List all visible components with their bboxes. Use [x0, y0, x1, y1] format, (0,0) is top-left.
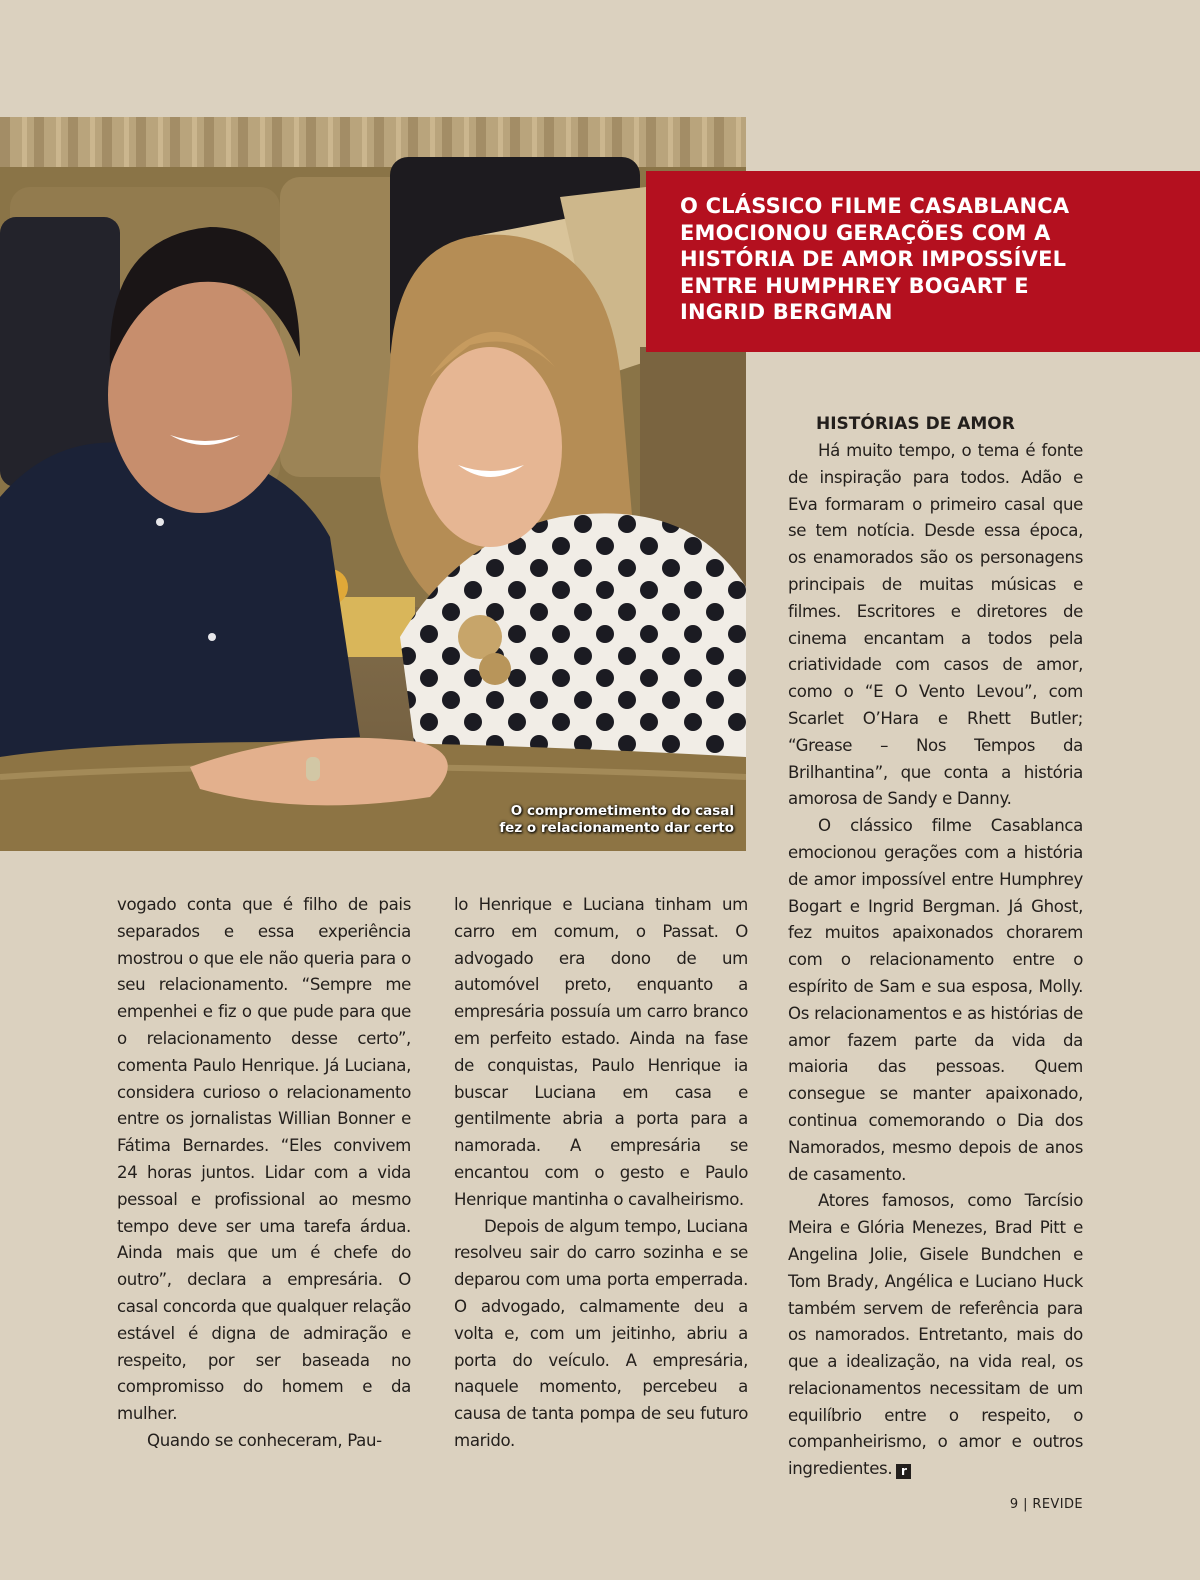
column3-paragraph-3-text: Atores famosos, como Tarcísio Meira e Glória Menezes, Brad Pitt e Angelina Jolie, Gisele Bundchen e Tom Brady, Angélica e Luciano Huck também servem de referência para os namorados. Entretanto, mais do que a idealização, na vida real, os relacionamentos necessitam de um equilíbrio entre o respeito, o companheirismo, o amor e outros ingredientes.: [788, 1191, 1083, 1479]
pull-quote-text: O CLÁSSICO FILME CASABLANCA EMOCIONOU GERAÇÕES COM A HISTÓRIA DE AMOR IMPOSSÍVEL ENTRE HUMPHREY BOGART E INGRID BERGMAN: [680, 194, 1070, 324]
article-column-1: [117, 892, 411, 1455]
column3-paragraph-2: O clássico filme Casablanca emocionou gerações com a história de amor impossível entre Humphrey Bogart e Ingrid Bergman. Já Ghost, fez muitos apaixonados chorarem com o relacionamento entre o espírito de Sam e sua esposa, Molly. Os relacionamentos e as histórias de amor fazem parte da vida da maioria das pessoas. Quem consegue se manter apaixonado, continua comemorando o Dia dos Namorados, mesmo depois de anos de casamento.: [788, 816, 1083, 1184]
couple-photo: [0, 117, 746, 851]
column2-paragraph-1: lo Henrique e Luciana tinham um carro em comum, o Passat. O advogado era dono de um automóvel preto, enquanto a empresária possuía um carro branco em perfeito estado. Ainda na fase de conquistas, Paulo Henrique ia buscar Luciana em casa e gentilmente abria a porta para a namorada. A empresária se encantou com o gesto e Paulo Henrique mantinha o cavalheirismo.: [454, 895, 748, 1209]
magazine-name: REVIDE: [1032, 1497, 1083, 1512]
article-column-3: [788, 412, 1083, 1483]
couple-photo-illustration: [0, 117, 746, 851]
footer-separator: |: [1023, 1497, 1028, 1512]
column3-paragraph-3: [788, 1188, 1083, 1483]
page-number: 9: [1009, 1497, 1019, 1512]
photo-caption: [499, 803, 734, 837]
caption-line-1: O comprometimento do casal: [510, 803, 734, 819]
column1-paragraph-1: vogado conta que é filho de pais separados e essa experiência mostrou o que ele não queria para o seu relacionamento. “Sempre me empenhei e fiz o que pude para que o relacionamento desse certo”, comenta Paulo Henrique. Já Luciana, considera curioso o relacionamento entre os jornalistas Willian Bonner e Fátima Bernardes. “Eles convivem 24 horas juntos. Lidar com a vida pessoal e profissional ao mesmo tempo deve ser uma tarefa árdua. Ainda mais que um é chefe do outro”, declara a empresária. O casal concorda que qualquer relação estável é digna de admiração e respeito, por ser baseada no compromisso do homem e da mulher.: [117, 895, 411, 1424]
section-title: HISTÓRIAS DE AMOR: [816, 414, 1015, 434]
pull-quote-box: [646, 171, 1200, 352]
article-column-2: [454, 892, 748, 1455]
column2-paragraph-2: Depois de algum tempo, Luciana resolveu sair do carro sozinha e se deparou com uma porta emperrada. O advogado, calmamente deu a volta e, com um jeitinho, abriu a porta do veículo. A empresária, naquele momento, percebeu a causa de tanta pompa de seu futuro marido.: [454, 1216, 748, 1450]
page-footer: [1010, 1497, 1083, 1512]
column1-paragraph-2: Quando se conheceram, Pau-: [147, 1430, 382, 1450]
caption-line-2: fez o relacionamento dar certo: [499, 820, 734, 836]
column3-paragraph-1: Há muito tempo, o tema é fonte de inspiração para todos. Adão e Eva formaram o primeiro casal que se tem notícia. Desde essa época, os enamorados são os personagens principais de muitas músicas e filmes. Escritores e diretores de cinema encantam a todos pela criatividade com casos de amor, como o “E O Vento Levou”, com Scarlet O’Hara e Rhett Butler; “Grease – Nos Tempos da Brilhantina”, que conta a história amorosa de Sandy e Danny.: [788, 441, 1083, 809]
end-of-article-mark: r: [896, 1464, 911, 1479]
